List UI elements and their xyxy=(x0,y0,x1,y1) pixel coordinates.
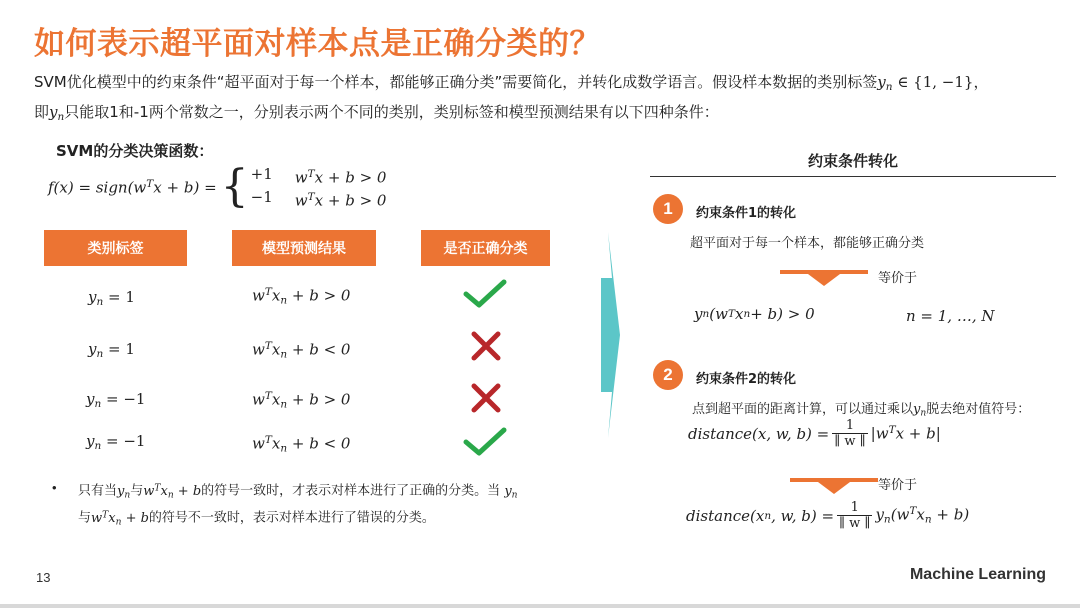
case1-value: +1 xyxy=(250,165,273,183)
intro-line2-prefix: 即 xyxy=(34,103,50,122)
transition-arrow-icon xyxy=(598,232,620,438)
constraint2-title: 约束条件2的转化 xyxy=(696,372,797,387)
row1-label: $y_n = 1$ xyxy=(88,288,135,309)
check-icon xyxy=(462,278,508,310)
constraint1-title: 约束条件1的转化 xyxy=(696,206,797,221)
page-number: 13 xyxy=(36,570,51,585)
constraint2-number-badge: 2 xyxy=(653,360,683,390)
header-class-label: 类别标签 xyxy=(44,230,187,266)
right-section-title: 约束条件转化 xyxy=(807,152,898,170)
distance-formula: distance(x, w, b) = $\frac{1}{\parallel w \parallel}$ $|w^Tx + b|$ xyxy=(688,418,941,449)
distance-fraction-2: $\frac{1}{\parallel w \parallel}$ xyxy=(839,500,871,531)
decision-function-label: SVM的分类决策函数： xyxy=(56,142,214,160)
right-title-divider xyxy=(650,176,1056,177)
case1-condition: $w^Tx + b > 0$ xyxy=(294,168,387,187)
decision-function-formula xyxy=(48,161,387,213)
note-bullet: • xyxy=(52,480,57,495)
intro-yn-symbol-2: $y_n$ xyxy=(49,103,65,124)
constraint1-range: n = 1, …, N xyxy=(906,307,995,325)
formula-cases xyxy=(251,164,387,211)
row4-label: $y_n = -1$ xyxy=(86,432,146,453)
row3-label: $y_n = -1$ xyxy=(86,390,146,411)
intro-label-set: ∈ {1, −1}， xyxy=(897,73,989,91)
header-prediction: 模型预测结果 xyxy=(232,230,376,266)
intro-line1-text: SVM优化模型中的约束条件“超平面对于每一个样本，都能够正确分类”需要简化，并转化成数学语言。假设样本数据的类别标签 xyxy=(34,73,878,91)
row4-prediction: $w^Tx_n + b < 0$ xyxy=(252,434,351,455)
row2-prediction: $w^Tx_n + b < 0$ xyxy=(252,340,351,361)
row1-prediction: $w^Tx_n + b > 0$ xyxy=(252,286,351,307)
cross-icon xyxy=(470,382,502,414)
constraint1-equiv-label: 等价于 xyxy=(878,271,918,286)
equivalent-arrow-icon xyxy=(790,478,878,494)
row3-prediction: $w^Tx_n + b > 0$ xyxy=(252,390,351,411)
check-icon xyxy=(462,426,508,458)
distance-fraction: $\frac{1}{\parallel w \parallel}$ xyxy=(834,418,866,449)
intro-paragraph xyxy=(34,70,1044,130)
equivalent-arrow-icon xyxy=(780,270,868,286)
cross-icon xyxy=(470,330,502,362)
note-text: 只有当$y_n$与$w^Tx_n + b$的符号一致时，才表示对样本进行了正确的分类。当 $y_n$ 与$w^Tx_n + b$的符号不一致时，表示对样本进行了错误的分类。 xyxy=(78,483,518,528)
distance-formula-equivalent: distance(x n , w, b) = $\frac{1}{\parallel w \parallel}$ $y_n(w^Tx_n + b)$ xyxy=(686,500,970,531)
constraint1-text: 超平面对于每一个样本，都能够正确分类 xyxy=(690,236,925,251)
constraint1-inequality: y n (w T x n + b) > 0 xyxy=(694,305,815,323)
footer-brand: Machine Learning xyxy=(909,566,1046,583)
formula-lhs: $f(x) = sign(w^Tx + b)$ = xyxy=(48,178,217,197)
constraint2-equiv-label: 等价于 xyxy=(878,478,918,493)
header-correctness: 是否正确分类 xyxy=(421,230,550,266)
formula-brace: { xyxy=(220,161,249,213)
intro-yn-symbol: $y_n$ xyxy=(877,73,893,94)
case2-value: −1 xyxy=(250,188,273,207)
bottom-divider xyxy=(0,604,1080,608)
constraint2-text: 点到超平面的距离计算，可以通过乘以$y_n$脱去绝对值符号： xyxy=(692,402,1031,419)
page-title: 如何表示超平面对样本点是正确分类的？ xyxy=(34,26,601,62)
case2-condition: $w^Tx + b > 0$ xyxy=(294,191,387,210)
row2-label: $y_n = 1$ xyxy=(88,340,135,361)
intro-line2-text: 只能取1和-1两个常数之一，分别表示两个不同的类别，类别标签和模型预测结果有以下四种条件： xyxy=(64,103,719,122)
constraint1-number-badge: 1 xyxy=(653,194,683,224)
